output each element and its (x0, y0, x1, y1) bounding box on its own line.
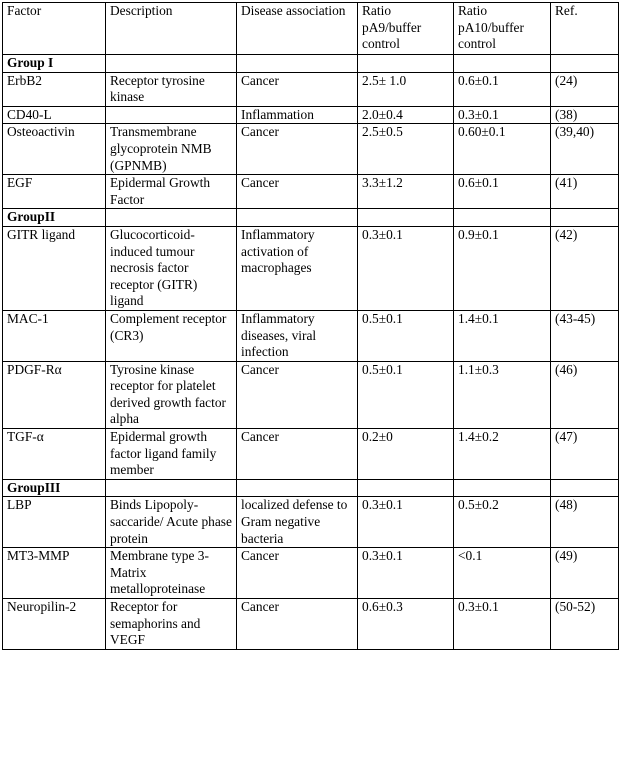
cell-ratio-pa10: <0.1 (454, 548, 551, 599)
empty-cell (237, 209, 358, 227)
cell-factor: PDGF-Rα (3, 361, 106, 428)
cell-ratio-pa10: 0.6±0.1 (454, 175, 551, 209)
empty-cell (106, 479, 237, 497)
cell-description: Receptor tyrosine kinase (106, 72, 237, 106)
cell-ratio-pa9: 0.5±0.1 (358, 361, 454, 428)
cell-ratio-pa10: 0.3±0.1 (454, 599, 551, 650)
cell-ratio-pa9: 0.3±0.1 (358, 226, 454, 310)
cell-description: Binds Lipopoly-saccaride/ Acute phase protein (106, 497, 237, 548)
cell-ratio-pa9: 3.3±1.2 (358, 175, 454, 209)
table-row (3, 361, 619, 428)
group-label: GroupII (3, 209, 106, 227)
cell-factor: MAC-1 (3, 310, 106, 361)
cell-ref: (47) (551, 429, 619, 480)
cell-ref: (39,40) (551, 124, 619, 175)
table-row (3, 72, 619, 106)
empty-cell (358, 209, 454, 227)
empty-cell (237, 55, 358, 73)
factor-table (2, 2, 619, 650)
cell-factor: Osteoactivin (3, 124, 106, 175)
empty-cell (358, 55, 454, 73)
cell-ref: (49) (551, 548, 619, 599)
cell-disease-association: Cancer (237, 72, 358, 106)
table-row (3, 106, 619, 124)
cell-ratio-pa10: 0.60±0.1 (454, 124, 551, 175)
cell-description: Glucocorticoid-induced tumour necrosis factor receptor (GITR) ligand (106, 226, 237, 310)
cell-ratio-pa10: 0.9±0.1 (454, 226, 551, 310)
table-body (3, 55, 619, 650)
cell-factor: Neuropilin-2 (3, 599, 106, 650)
cell-ref: (46) (551, 361, 619, 428)
cell-disease-association: Cancer (237, 361, 358, 428)
cell-factor: TGF-α (3, 429, 106, 480)
group-header-row (3, 479, 619, 497)
cell-description: Complement receptor (CR3) (106, 310, 237, 361)
header-cell-description: Description (106, 3, 237, 55)
cell-description: Tyrosine kinase receptor for platelet derived growth factor alpha (106, 361, 237, 428)
empty-cell (454, 209, 551, 227)
cell-ratio-pa10: 0.5±0.2 (454, 497, 551, 548)
cell-ref: (41) (551, 175, 619, 209)
empty-cell (106, 209, 237, 227)
cell-ratio-pa10: 0.6±0.1 (454, 72, 551, 106)
cell-description: Receptor for semaphorins and VEGF (106, 599, 237, 650)
cell-ref: (42) (551, 226, 619, 310)
cell-ratio-pa10: 0.3±0.1 (454, 106, 551, 124)
cell-ratio-pa10: 1.4±0.2 (454, 429, 551, 480)
cell-ratio-pa9: 0.2±0 (358, 429, 454, 480)
group-header-row (3, 55, 619, 73)
cell-ratio-pa9: 0.3±0.1 (358, 548, 454, 599)
cell-disease-association: Inflammatory diseases, viral infection (237, 310, 358, 361)
cell-ref: (48) (551, 497, 619, 548)
cell-factor: CD40-L (3, 106, 106, 124)
empty-cell (358, 479, 454, 497)
cell-disease-association: Cancer (237, 124, 358, 175)
cell-disease-association: Inflammation (237, 106, 358, 124)
cell-ratio-pa9: 2.5±0.5 (358, 124, 454, 175)
header-row (3, 3, 619, 55)
empty-cell (237, 479, 358, 497)
group-label: Group I (3, 55, 106, 73)
group-header-row (3, 209, 619, 227)
table-row (3, 548, 619, 599)
empty-cell (551, 55, 619, 73)
table-row (3, 497, 619, 548)
cell-disease-association: Cancer (237, 175, 358, 209)
header-cell-ref: Ref. (551, 3, 619, 55)
cell-factor: ErbB2 (3, 72, 106, 106)
table-row (3, 226, 619, 310)
empty-cell (106, 55, 237, 73)
cell-description: Membrane type 3-Matrix metalloproteinase (106, 548, 237, 599)
cell-factor: EGF (3, 175, 106, 209)
empty-cell (551, 479, 619, 497)
cell-ratio-pa9: 0.6±0.3 (358, 599, 454, 650)
cell-ratio-pa9: 2.5± 1.0 (358, 72, 454, 106)
empty-cell (454, 479, 551, 497)
empty-cell (551, 209, 619, 227)
cell-description (106, 106, 237, 124)
cell-ratio-pa9: 0.3±0.1 (358, 497, 454, 548)
cell-disease-association: Cancer (237, 429, 358, 480)
header-cell-factor: Factor (3, 3, 106, 55)
table-row (3, 429, 619, 480)
cell-disease-association: Cancer (237, 548, 358, 599)
cell-ref: (43-45) (551, 310, 619, 361)
cell-ratio-pa10: 1.4±0.1 (454, 310, 551, 361)
empty-cell (454, 55, 551, 73)
table-row (3, 310, 619, 361)
cell-disease-association: localized defense to Gram negative bacteria (237, 497, 358, 548)
header-cell-disease-association: Disease association (237, 3, 358, 55)
table-row (3, 124, 619, 175)
cell-ref: (24) (551, 72, 619, 106)
cell-ratio-pa10: 1.1±0.3 (454, 361, 551, 428)
cell-ref: (50-52) (551, 599, 619, 650)
table-row (3, 599, 619, 650)
cell-ratio-pa9: 2.0±0.4 (358, 106, 454, 124)
header-cell-ratio-pa10: Ratio pA10/buffer control (454, 3, 551, 55)
cell-description: Epidermal growth factor ligand family member (106, 429, 237, 480)
cell-factor: LBP (3, 497, 106, 548)
group-label: GroupIII (3, 479, 106, 497)
cell-disease-association: Cancer (237, 599, 358, 650)
cell-ratio-pa9: 0.5±0.1 (358, 310, 454, 361)
cell-disease-association: Inflammatory activation of macrophages (237, 226, 358, 310)
cell-description: Transmembrane glycoprotein NMB (GPNMB) (106, 124, 237, 175)
cell-factor: GITR ligand (3, 226, 106, 310)
cell-factor: MT3-MMP (3, 548, 106, 599)
cell-description: Epidermal Growth Factor (106, 175, 237, 209)
header-cell-ratio-pa9: Ratio pA9/buffer control (358, 3, 454, 55)
cell-ref: (38) (551, 106, 619, 124)
table-row (3, 175, 619, 209)
